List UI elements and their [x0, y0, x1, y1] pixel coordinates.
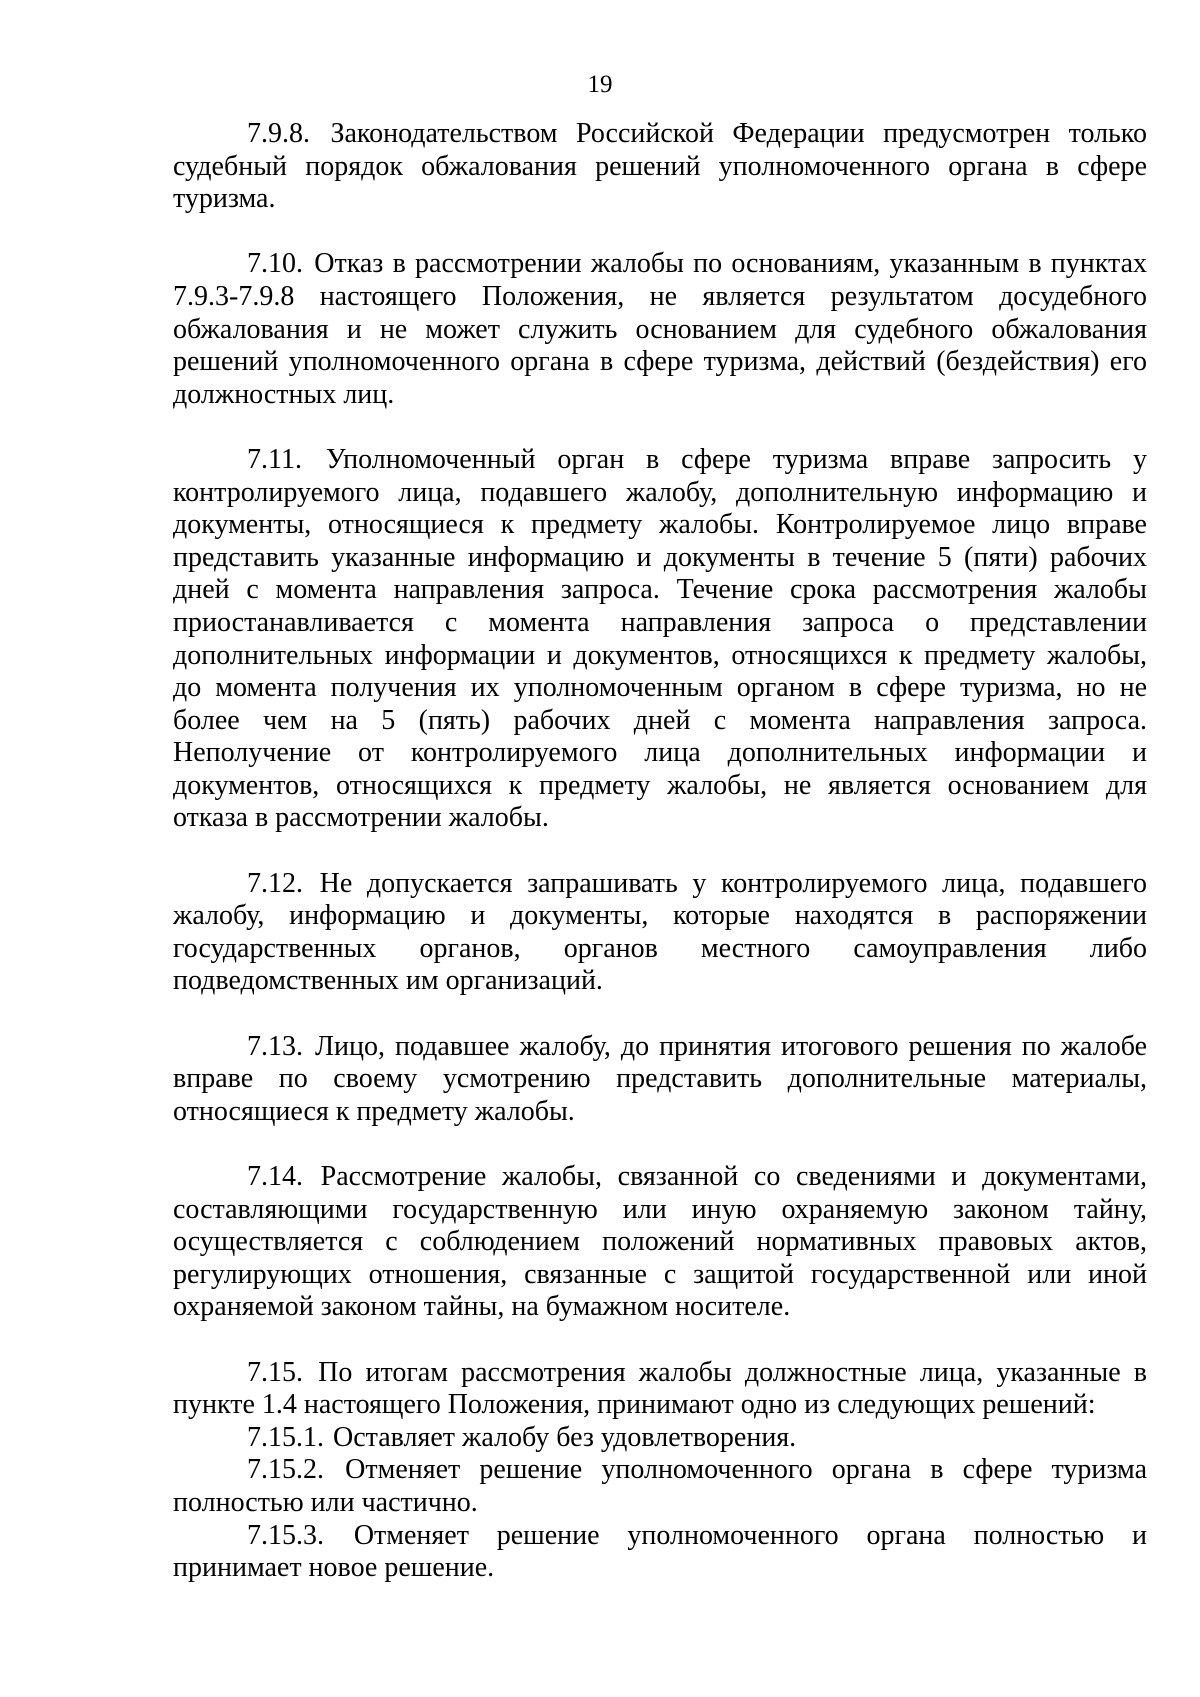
paragraph-number: 7.15.2. [247, 1454, 324, 1486]
paragraph-number: 7.15. [247, 1356, 303, 1388]
paragraph-number: 7.12. [247, 867, 303, 899]
paragraph-text: Отказ в рассмотрении жалобы по основаниям, указанным в пунктах 7.9.3-7.9.8 настоящего Положения, не является результатом досудебного обжалования и не может служить основанием для судебного обжалования решений уполномоченного органа в сфере туризма, действий (бездействия) его должностных лиц. [173, 248, 1148, 410]
paragraph-number: 7.14. [247, 1161, 303, 1192]
paragraph-7-15-3 [173, 1520, 1147, 1585]
paragraph-number: 7.15.1. [247, 1421, 324, 1453]
paragraph-number: 7.11. [247, 443, 302, 475]
paragraph-7-14 [173, 1161, 1147, 1324]
paragraph-text: Рассмотрение жалобы, связанной со сведениями и документами, составляющими государственную или иную охраняемую законом тайну, осуществляется с соблюдением положений нормативных правовых актов, регулирующих отношения, связанные с защитой государственной или иной охраняемой законом тайны, на бумажном носителе. [173, 1161, 1147, 1323]
paragraph-text: Уполномоченный орган в сфере туризма вправе запросить у контролируемого лица, подавшего жалобу, дополнительную информацию и документы, относящиеся к предмету жалобы. Контролируемое лицо вправе представить указанные информацию и документы в течение 5 (пяти) рабочих дней с момента направления запроса. Течение срока рассмотрения жалобы приостанавливается с момента направления запроса о представлении дополнительных информации и документов, относящихся к предмету жалобы, до момента получения их уполномоченным органом в сфере туризма, но не более чем на 5 (пять) рабочих дней с момента направления запроса. Неполучение от контролируемого лица дополнительных информации и документов, относящихся к предмету жалобы, не является основанием для отказа в рассмотрении жалобы. [173, 443, 1147, 834]
paragraph-7-11 [173, 444, 1147, 835]
paragraph-number: 7.13. [247, 1030, 303, 1062]
page-number: 19 [587, 71, 613, 98]
paragraph-text: Лицо, подавшее жалобу, до принятия итогового решения по жалобе вправе по своему усмотрению представить дополнительные материалы, относящиеся к предмету жалобы. [173, 1030, 1147, 1127]
paragraph-text: Оставляет жалобу без удовлетворения. [333, 1421, 797, 1453]
paragraph-7-12 [173, 868, 1147, 998]
paragraph-7-10 [173, 248, 1147, 411]
paragraph-7-15 [173, 1357, 1147, 1422]
paragraph-text: По итогам рассмотрения жалобы должностные лица, указанные в пункте 1.4 настоящего Положения, принимают одно из следующих решений: [173, 1356, 1147, 1421]
paragraph-7-9-8 [173, 118, 1147, 216]
paragraph-text: Отменяет решение уполномоченного органа полностью и принимает новое решение. [173, 1519, 1148, 1584]
paragraph-number: 7.10. [247, 248, 303, 280]
paragraph-text: Не допускается запрашивать у контролируемого лица, подавшего жалобу, информацию и документы, которые находятся в распоряжении государственных органов, органов местного самоуправления либо подведомственных им организаций. [173, 867, 1148, 997]
paragraph-text: Законодательством Российской Федерации предусмотрен только судебный порядок обжалования решений уполномоченного органа в сфере туризма. [173, 118, 1147, 215]
paragraph-number: 7.15.3. [247, 1519, 324, 1551]
paragraph-number: 7.9.8. [247, 118, 310, 149]
paragraph-text: Отменяет решение уполномоченного органа в сфере туризма полностью или частично. [173, 1454, 1147, 1518]
paragraph-7-15-1 [173, 1422, 1147, 1455]
document-body [173, 118, 1147, 1585]
paragraph-7-13 [173, 1031, 1147, 1129]
paragraph-7-15-2 [173, 1454, 1147, 1519]
